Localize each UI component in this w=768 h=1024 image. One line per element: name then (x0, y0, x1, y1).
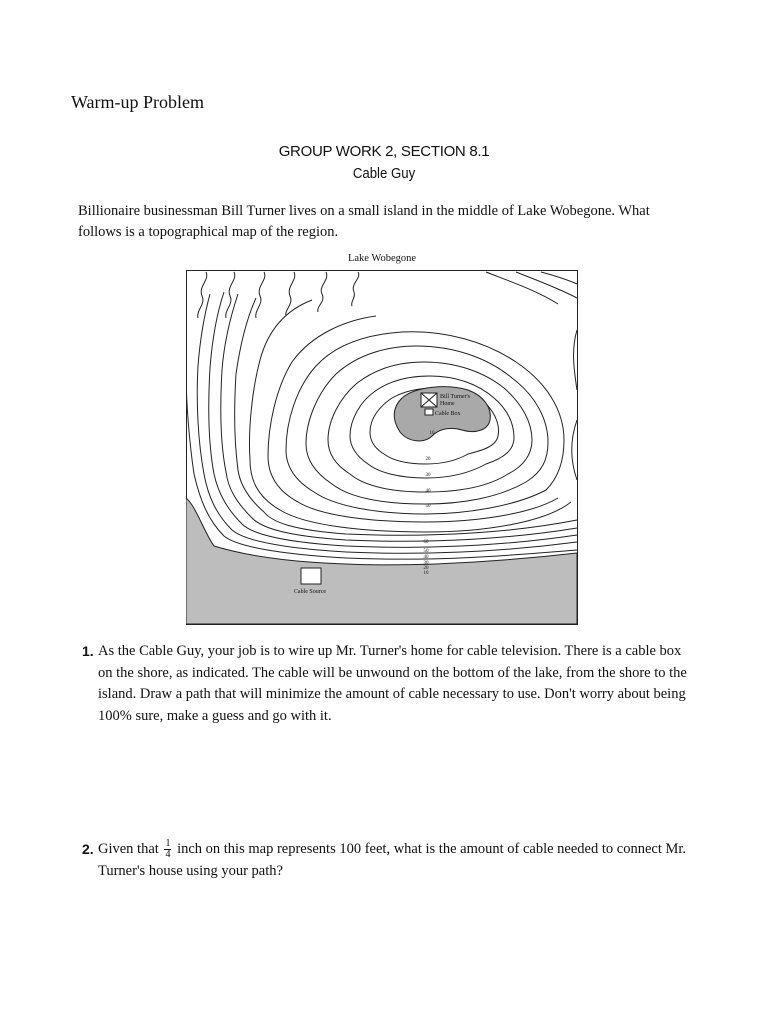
contour-label: 60 (423, 540, 429, 545)
question-2 (82, 839, 692, 882)
contour-label: 10 (429, 431, 435, 436)
page-heading: Warm-up Problem (71, 92, 205, 112)
home-label-1: Bill Turner's (440, 394, 470, 400)
intro-paragraph: Billionaire businessman Bill Turner lives on a small island in the middle of Lake Wobegone. What follows is a topographical map of the region. (78, 203, 650, 240)
contour-label: 30 (425, 473, 431, 478)
map-title: Lake Wobegone (347, 253, 417, 264)
contour-label: 30 (423, 561, 429, 566)
group-work-subtitle: Cable Guy (352, 165, 416, 182)
contour-label: 20 (423, 566, 429, 571)
question-1 (82, 641, 692, 727)
contour-label: 40 (423, 555, 429, 560)
contour-label: 40 (425, 489, 431, 494)
question-number: 1. (82, 643, 94, 659)
topographic-map (186, 270, 578, 625)
contour-label: 20 (425, 457, 431, 462)
contour-label: 10 (423, 571, 429, 576)
cable-source-label: Cable Source (293, 589, 327, 595)
fraction (164, 839, 171, 860)
question-number: 2. (82, 841, 94, 857)
question-text-before: Given that (98, 841, 159, 857)
fraction-denominator: 4 (165, 849, 171, 861)
fraction-numerator: 1 (165, 838, 171, 850)
group-work-title: GROUP WORK 2, SECTION 8.1 (278, 143, 490, 160)
question-text: As the Cable Guy, your job is to wire up Mr. Turner's home for cable television. There is a cable box on the shore, as indicated. The cable will be unwound on the bottom of the lake, from the shore to the island. Draw a path that will minimize the amount of cable necessary to use. Don't worry about being 100% sure, make a guess and go with it. (98, 643, 687, 724)
cable-box-label: Cable Box (435, 411, 461, 417)
home-label-2: Home (440, 401, 455, 407)
cable-source-marker (301, 568, 321, 584)
question-text (98, 839, 692, 882)
contour-label: 50 (425, 504, 431, 509)
contour-label: 50 (423, 549, 429, 554)
cable-box-marker (425, 409, 433, 415)
question-text-after: inch on this map represents 100 feet, what is the amount of cable needed to connect Mr. Turner's house using your path? (98, 841, 687, 879)
